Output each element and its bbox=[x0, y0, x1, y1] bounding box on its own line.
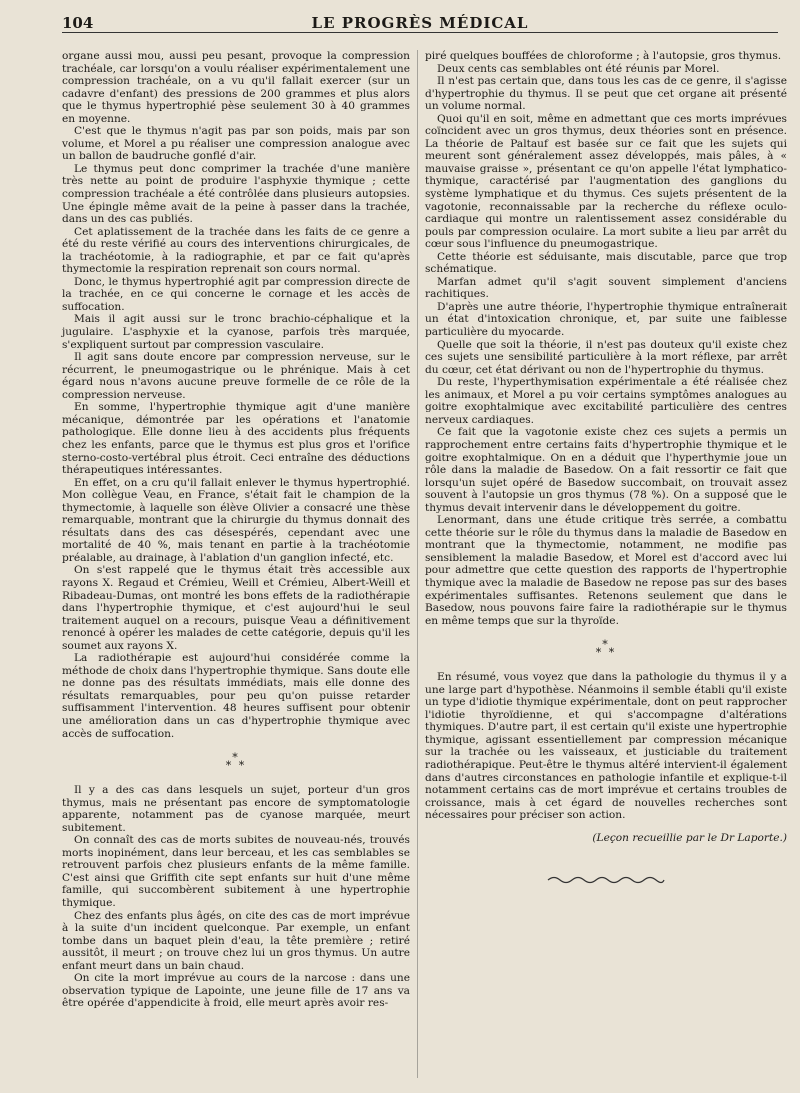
paragraph: La radiothérapie est aujourd'hui considérée comme la méthode de choix dans l'hypertrophie thymique. Sans doute elle ne donne pas des résultats immédiats, mais elle donne des résultats remarquables, pour peu qu'on puisse retarder suffisamment l'intervention. 48 heures suffisent pour obtenir une amélioration dans un cas d'hypertrophie thymique avec accès de suffocation. bbox=[62, 652, 410, 740]
end-flourish bbox=[425, 874, 787, 886]
paragraph: Donc, le thymus hypertrophié agit par compression directe de la trachée, en ce qui concerne le cornage et les accès de suffocation. bbox=[62, 275, 410, 313]
paragraph: Quoi qu'il en soit, même en admettant que ces morts imprévues coïncident avec un gros thymus, deux théories sont en présence. La théorie de Paltauf est basée sur ce fait que les sujets qui meurent sont généralement assez développés, mais pâles, à « mauvaise graisse », présentant ce qu'on appelle l'état lymphatico-thymique, caractérisé par l'augmentation des ganglions du système lymphatique et du thymus. Ces sujets présentent de la vagotonie, reconnaissable par la recherche du réflexe oculo-cardiaque qui montre un ralentissement assez considérable du pouls par compression oculaire. La mort subite a lieu par arrêt du cœur sous l'influence du pneumogastrique. bbox=[425, 112, 787, 251]
left-column bbox=[62, 50, 410, 1010]
paragraph: piré quelques bouffées de chloroforme ; à l'autopsie, gros thymus. bbox=[425, 50, 782, 62]
column-divider bbox=[417, 50, 418, 1078]
paragraph: Lenormant, dans une étude critique très serrée, a combattu cette théorie sur le rôle du thymus dans la maladie de Basedow en montrant que la thymectomie, notamment, ne modifie pas sensiblement la maladie Basedow, et Morel est d'accord avec lui pour admettre que cette question des rapports de l'hypertrophie thymique avec la maladie de Basedow ne repose pas sur des bases expérimentales suffisantes. Retenons seulement que dans le Basedow, nous pouvons faire faire la radiothérapie sur le thymus en même temps que sur la thyroïde. bbox=[425, 514, 787, 627]
paragraph: En résumé, vous voyez que dans la pathologie du thymus il y a une large part d'hypothèse. Néanmoins il semble établi qu'il existe un type d'idiotie thymique expérimentale, dont on peut rapprocher l'idiotie thyroïdienne, et qui s'accompagne d'altérations thymiques. D'autre part, il est certain qu'il existe une hypertrophie thymique, agissant essentiellement par compression mécanique sur la trachée ou les vaisseaux, et justiciable du traitement radiothérapique. Peut-être le thymus altéré intervient-il également dans d'autres circonstances en pathologie infantile et explique-t-il notamment certains cas de mort imprévue et certains troubles de croissance, mais à cet égard de nouvelles recherches sont nécessaires pour préciser son action. bbox=[425, 671, 787, 822]
paragraph: Marfan admet qu'il s'agit souvent simplement d'anciens rachitiques. bbox=[425, 275, 787, 301]
paragraph: On cite la mort imprévue au cours de la narcose : dans une observation typique de Lapointe, une jeune fille de 17 ans va être opérée d'appendicite à froid, elle meurt après avoir res- bbox=[62, 972, 410, 1010]
paragraph: En somme, l'hypertrophie thymique agit d'une manière mécanique, démontrée par les opérations et l'anatomie pathologique. Elle donne lieu à des accidents plus fréquents chez les enfants, parce que le thymus est plus gros et l'orifice sterno-costo-vertébral plus étroit. Ceci entraîne des déductions thérapeutiques intéressantes. bbox=[62, 401, 410, 477]
page-number: 104 bbox=[62, 14, 94, 32]
right-column bbox=[425, 50, 787, 886]
paragraph: Il agit sans doute encore par compression nerveuse, sur le récurrent, le pneumogastrique ou le phrénique. Mais à cet égard nous n'avons aucune preuve formelle de ce rôle de la compression nerveuse. bbox=[62, 351, 410, 401]
paragraph: On s'est rappelé que le thymus était très accessible aux rayons X. Regaud et Crémieu, Weill et Crémieu, Albert-Weill et Ribadeau-Dumas, ont montré les bons effets de la radiothérapie dans l'hypertrophie thymique, et c'est aujourd'hui le seul traitement auquel on a recours, puisque Veau a définitivement renoncé à opérer les malades de cette catégorie, depuis qu'il les soumet aux rayons X. bbox=[62, 564, 410, 652]
running-title: LE PROGRÈS MÉDICAL bbox=[311, 14, 529, 32]
paragraph: Cette théorie est séduisante, mais discutable, parce que trop schématique. bbox=[425, 250, 787, 276]
paragraph: Mais il agit aussi sur le tronc brachio-céphalique et la jugulaire. L'asphyxie et la cyanose, parfois très marquée, s'expliquent surtout par compression vasculaire. bbox=[62, 313, 410, 351]
section-separator: * * * bbox=[225, 751, 247, 773]
signature: (Leçon recueillie par le Dr Laporte.) bbox=[592, 831, 787, 844]
paragraph: Le thymus peut donc comprimer la trachée d'une manière très nette au point de produire l'asphyxie thymique ; cette compression trachéale a été contrôlée dans plusieurs autopsies. Une épingle même avait de la peine à passer dans la trachée, dans un des cas publiés. bbox=[62, 162, 410, 226]
paragraph: organe aussi mou, aussi peu pesant, provoque la compression trachéale, car lorsqu'on a voulu réaliser expérimentalement une compression trachéale, on a vu qu'il fallait exercer (sur un cadavre d'enfant) des pressions de 200 grammes et plus alors que le thymus hypertrophié pèse seulement 30 à 40 grammes en moyenne. bbox=[62, 50, 410, 125]
paragraph: Du reste, l'hyperthymisation expérimentale a été réalisée chez les animaux, et Morel a pu voir certains symptômes analogues au goitre exophtalmique avec excitabilité particulière des centres nerveux cardiaques. bbox=[425, 376, 787, 426]
paragraph: Il y a des cas dans lesquels un sujet, porteur d'un gros thymus, mais ne présentant pas encore de symptomatologie apparente, notamment pas de cyanose marquée, meurt subitement. bbox=[62, 784, 410, 834]
paragraph: Il n'est pas certain que, dans tous les cas de ce genre, il s'agisse d'hypertrophie du thymus. Il se peut que cet organe ait présenté un volume normal. bbox=[425, 75, 787, 113]
paragraph: Deux cents cas semblables ont été réunis par Morel. bbox=[437, 62, 720, 75]
paragraph: C'est que le thymus n'agit pas par son poids, mais par son volume, et Morel a pu réaliser une compression analogue avec un ballon de baudruche gonflé d'air. bbox=[62, 125, 410, 163]
paragraph: Cet aplatissement de la trachée dans les faits de ce genre a été du reste vérifié au cours des interventions chirurgicales, de la trachéotomie, à la radiographie, et par ce fait qu'après thymectomie la respiration reprenait son cours normal. bbox=[62, 225, 410, 276]
paragraph: Quelle que soit la théorie, il n'est pas douteux qu'il existe chez ces sujets une sensibilité particulière à la mort réflexe, par arrêt du cœur, cet état dérivant ou non de l'hypertrophie du thymus. bbox=[425, 338, 787, 376]
section-separator: * * * bbox=[595, 638, 617, 660]
paragraph: Ce fait que la vagotonie existe chez ces sujets a permis un rapprochement entre certains faits d'hypertrophie thymique et le goitre exophtalmique. On en a déduit que l'hyperthymie joue un rôle dans la maladie de Basedow. On a fait ressortir ce fait que lorsqu'un sujet opéré de Basedow succombait, on trouvait assez souvent à l'autopsie un gros thymus (78 %). On a supposé que le thymus devait intervenir dans le développement du goitre. bbox=[425, 426, 787, 514]
paragraph: D'après une autre théorie, l'hypertrophie thymique entraînerait un état d'intoxication chronique, et, par suite une faiblesse particulière du myocarde. bbox=[425, 300, 787, 339]
paragraph: En effet, on a cru qu'il fallait enlever le thymus hypertrophié. Mon collègue Veau, en France, s'était fait le champion de la thymectomie, à laquelle son élève Olivier a consacré une thèse remarquable, montrant que la chirurgie du thymus donnait des résultats dans des cas désespérés, cependant avec une mortalité de 40 %, mais tenant en partie à la trachéotomie préalable, au drainage, à l'ablation d'un ganglion infecté, etc. bbox=[62, 476, 410, 564]
paragraph: Chez des enfants plus âgés, on cite des cas de mort imprévue à la suite d'un incident quelconque. Par exemple, un enfant tombe dans un baquet plein d'eau, la tête première ; retiré aussitôt, il meurt ; on trouve chez lui un gros thymus. Un autre enfant meurt dans un bain chaud. bbox=[62, 909, 410, 972]
paragraph: On connaît des cas de morts subites de nouveau-nés, trouvés morts inopinément, dans leur berceau, et les cas semblables se retrouvent parfois chez plusieurs enfants de la même famille. C'est ainsi que Griffith cite sept enfants sur huit d'une même famille, qui succombèrent subitement à une hypertrophie thymique. bbox=[62, 834, 410, 909]
page-header bbox=[62, 12, 778, 33]
